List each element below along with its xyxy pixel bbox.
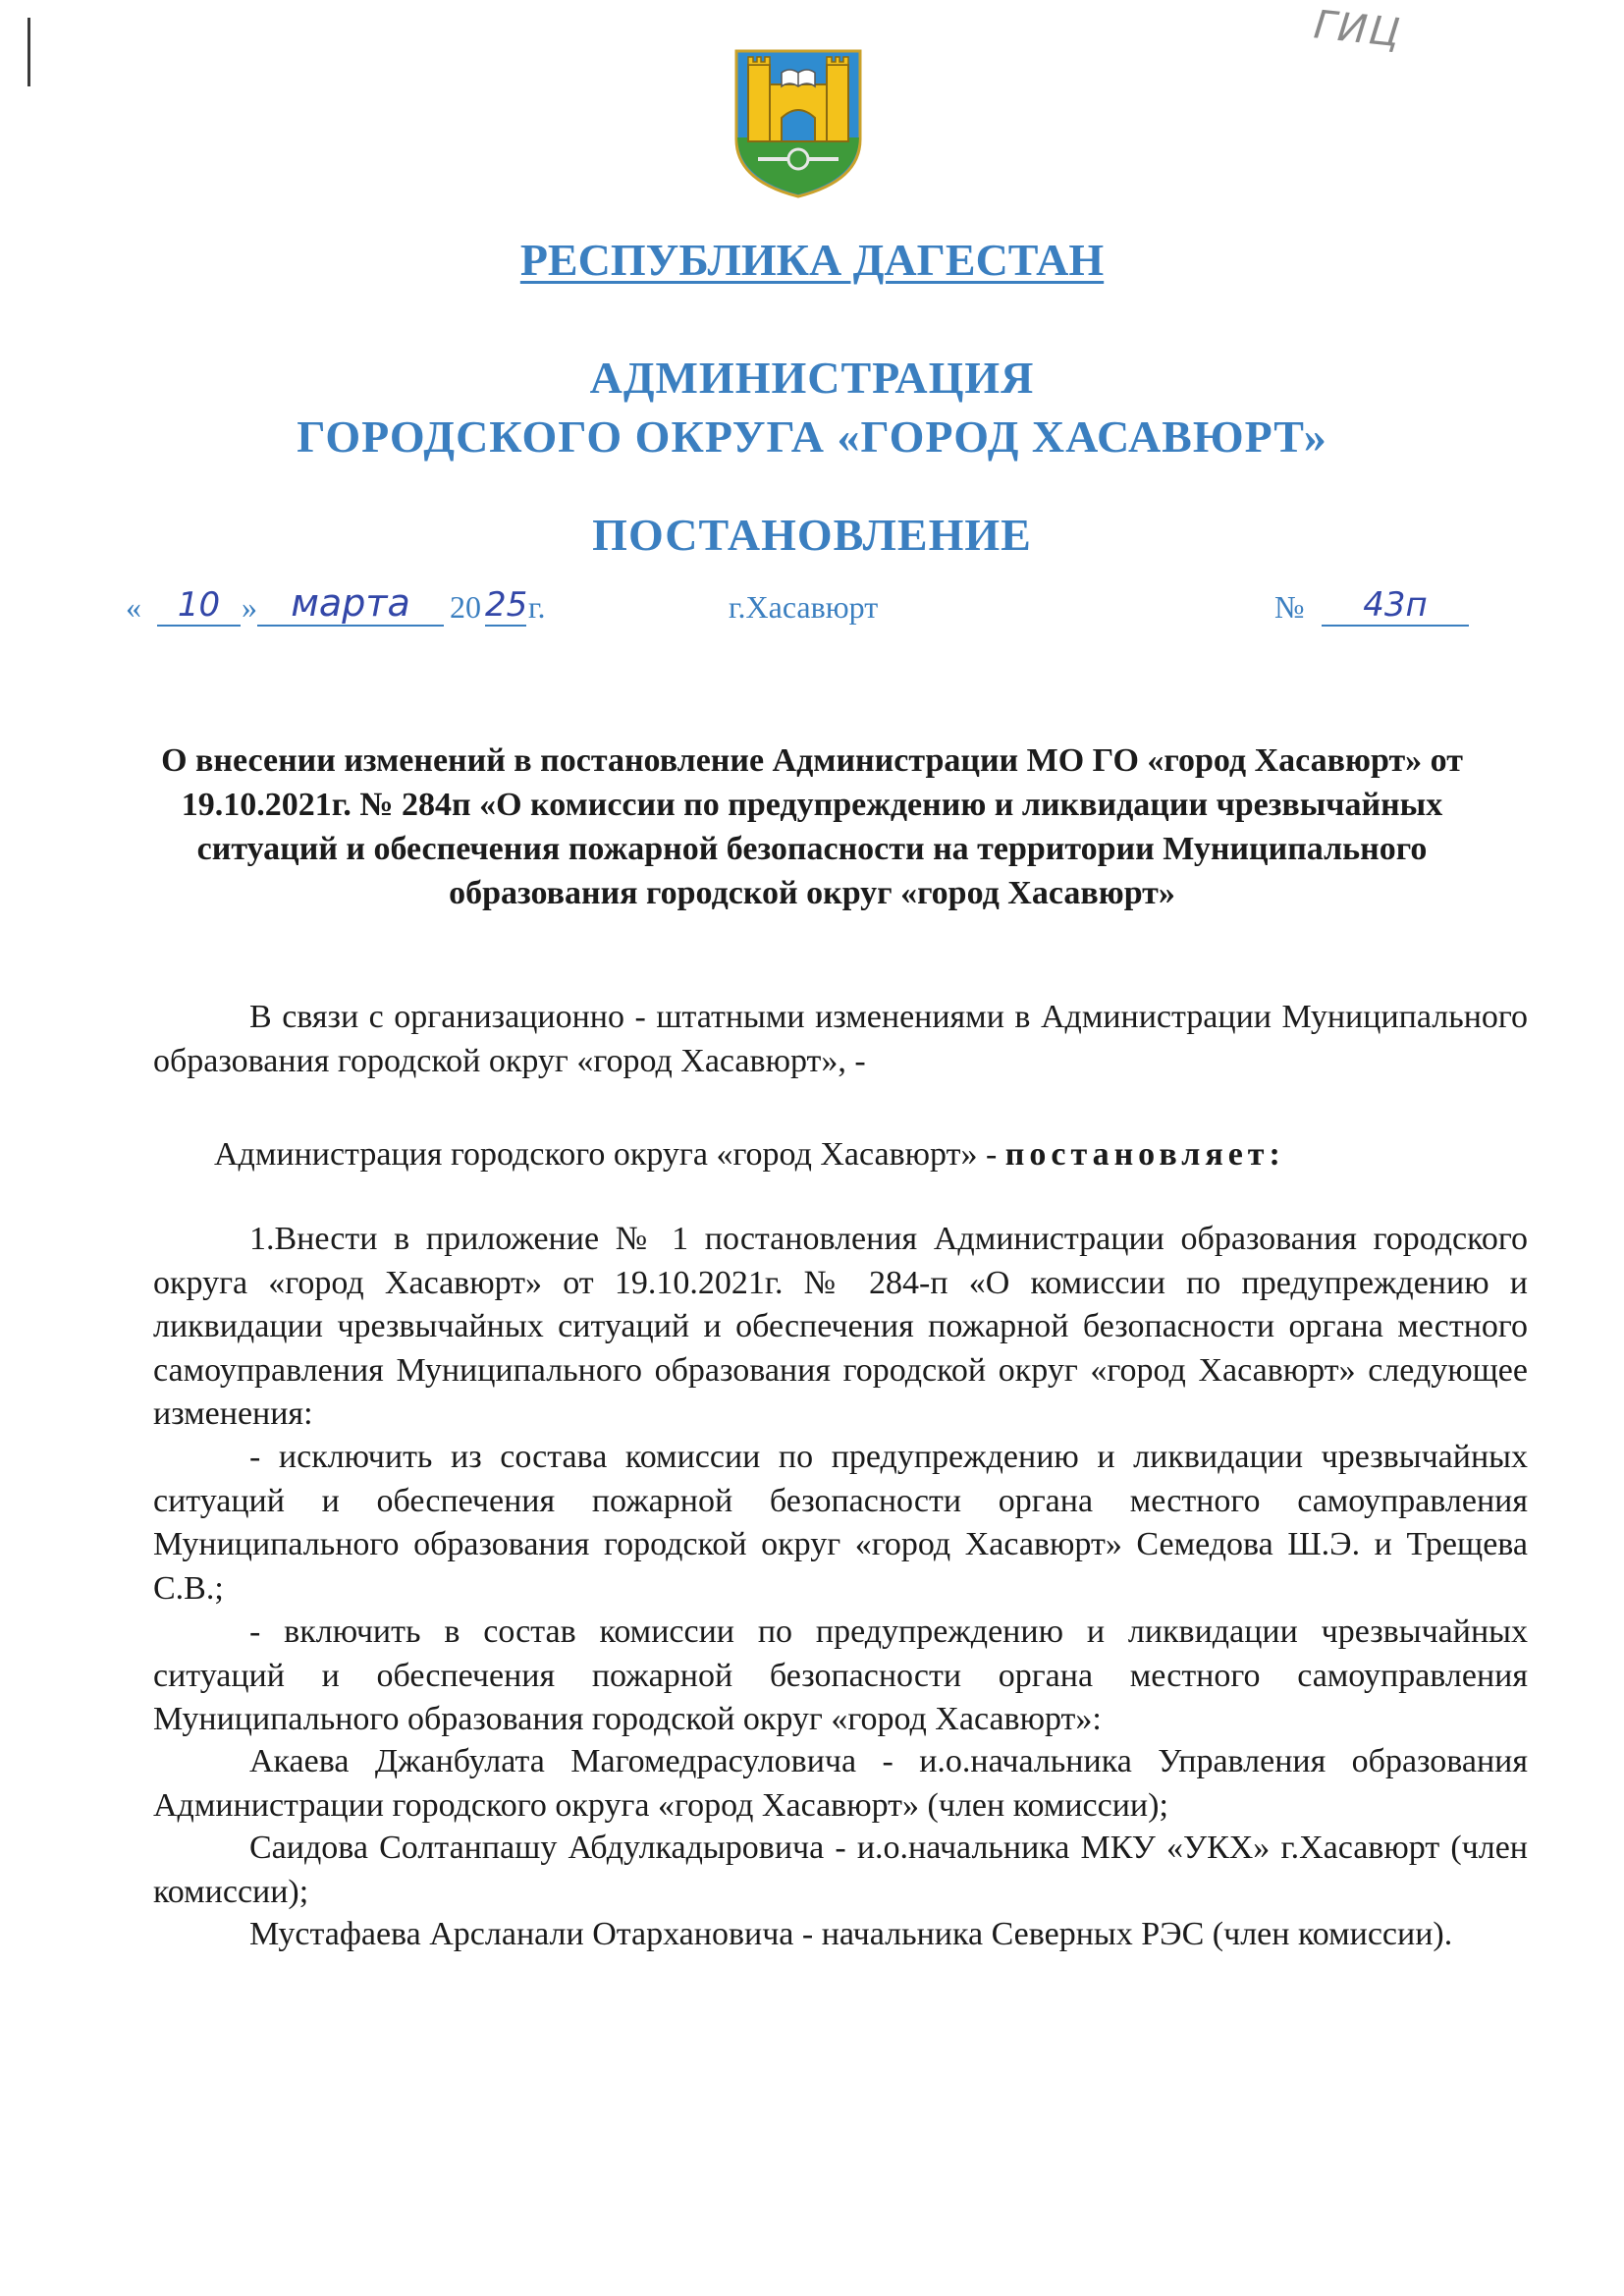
- paragraph-resolves: [153, 1133, 1528, 1177]
- date-year-suffix: г.: [528, 589, 546, 625]
- margin-mark: [27, 18, 30, 86]
- date-century: 20: [450, 589, 481, 625]
- document-type-heading: ПОСТАНОВЛЕНИЕ: [592, 510, 1032, 560]
- paragraph-preamble: В связи с организационно - штатными изменениями в Администрации Муниципального образования городской округ «город Хасавюрт», -: [153, 999, 1528, 1079]
- member-entry: Саидова Солтанпашу Абдулкадыровича - и.о.начальника МКУ «УКХ» г.Хасавюрт (член комиссии);: [153, 1830, 1528, 1910]
- administration-heading-line1: АДМИНИСТРАЦИЯ: [589, 353, 1035, 403]
- number-label: №: [1274, 589, 1305, 625]
- document-subject: О внесении изменений в постановление Администрации МО ГО «город Хасавюрт» от 19.10.2021г. № 284п «О комиссии по предупреждению и ликвидации чрезвычайных ситуаций и обеспечения пожарной безопасности на территории Муниципального образования городской округ «город Хасавюрт»: [161, 742, 1463, 911]
- date-open-quote: «: [126, 589, 141, 625]
- place-of-issue: г.Хасавюрт: [729, 589, 879, 625]
- document-number-field: 43п: [1322, 585, 1469, 627]
- resolves-lead: Администрация городского округа «город Хасавюрт» -: [214, 1136, 1005, 1173]
- city-coat-of-arms-icon: [729, 43, 868, 200]
- member-entry: Мустафаева Арсланали Отархановича - начальника Северных РЭС (член комиссии).: [249, 1916, 1453, 1952]
- date-year-field: 25: [485, 585, 528, 625]
- corner-handwritten-note: ГИЦ: [1311, 2, 1404, 57]
- resolves-verb: постановляет:: [1004, 1136, 1285, 1173]
- administration-heading-line2: ГОРОДСКОГО ОКРУГА «ГОРОД ХАСАВЮРТ»: [297, 411, 1327, 462]
- republic-heading: РЕСПУБЛИКА ДАГЕСТАН: [519, 235, 1105, 285]
- date-month-field: марта: [257, 581, 444, 627]
- paragraph-item-1: 1.Внести в приложение № 1 постановления Администрации образования городского округа «город Хасавюрт» от 19.10.2021г. № 284-п «О комиссии по предупреждению и ликвидации чрезвычайных ситуаций и обеспечения пожарной безопасности органа местного самоуправления Муниципального образования городской округ «город Хасавюрт» следующее изменения:: [153, 1221, 1528, 1432]
- date-day-field: 10: [157, 585, 241, 627]
- paragraph-exclude: - исключить из состава комиссии по предупреждению и ликвидации чрезвычайных ситуаций и обеспечения пожарной безопасности органа местного самоуправления Муниципального образования городской округ «город Хасавюрт» Семедова Ш.Э. и Трещева С.В.;: [153, 1439, 1528, 1607]
- date-close-quote: »: [242, 589, 257, 625]
- paragraph-include: - включить в состав комиссии по предупреждению и ликвидации чрезвычайных ситуаций и обеспечения пожарной безопасности органа местного самоуправления Муниципального образования городской округ «город Хасавюрт»:: [153, 1613, 1528, 1737]
- member-entry: Акаева Джанбулата Магомедрасуловича - и.о.начальника Управления образования Администрации городского округа «город Хасавюрт» (член комиссии);: [153, 1743, 1528, 1824]
